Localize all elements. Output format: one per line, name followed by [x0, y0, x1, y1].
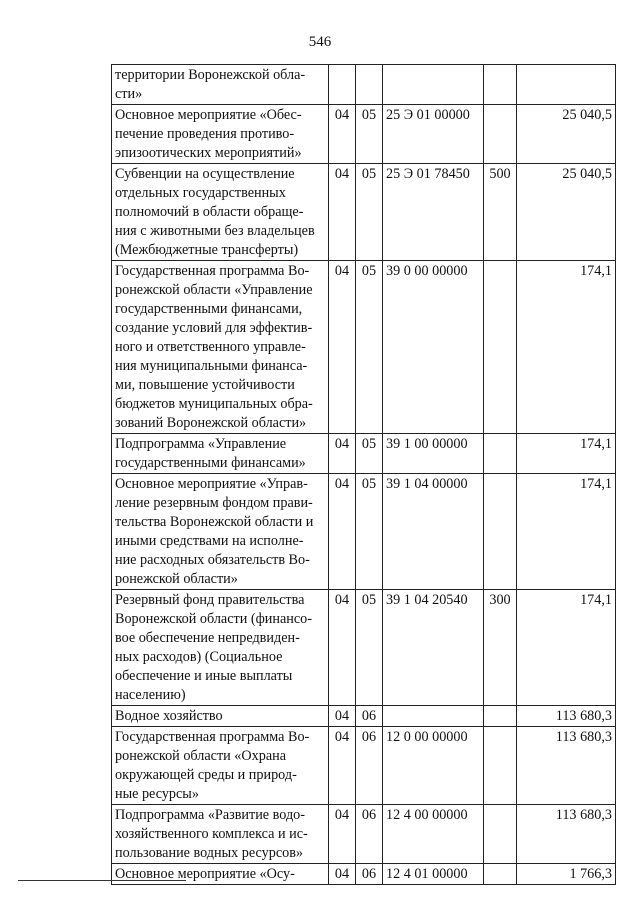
row-subsection-code: 06 [356, 706, 383, 727]
row-amount: 113 680,3 [517, 727, 616, 805]
row-subsection-code: 05 [356, 434, 383, 474]
budget-table [111, 64, 616, 885]
row-expense-type-code [484, 805, 517, 864]
table-row [112, 261, 616, 434]
row-subsection-code [356, 65, 383, 105]
row-subsection-code: 05 [356, 164, 383, 261]
footnote-divider [18, 880, 186, 881]
row-subsection-code: 05 [356, 261, 383, 434]
row-target-article-code: 39 1 04 00000 [383, 474, 484, 590]
table-row [112, 105, 616, 164]
row-subsection-code: 05 [356, 105, 383, 164]
row-name-cell: Резервный фонд правительства Воронежской области (финансо- вое обеспечение непредвиден- ных расходов) (Социальное обеспечение и иные выплаты населению) [112, 590, 329, 706]
budget-table-body [112, 65, 616, 885]
row-target-article-code: 12 4 01 00000 [383, 864, 484, 885]
row-section-code: 04 [329, 864, 356, 885]
row-target-article-code: 39 1 00 00000 [383, 434, 484, 474]
row-expense-type-code: 500 [484, 164, 517, 261]
row-target-article-code: 25 Э 01 00000 [383, 105, 484, 164]
row-target-article-code: 39 0 00 00000 [383, 261, 484, 434]
row-target-article-code: 12 4 00 00000 [383, 805, 484, 864]
row-amount: 174,1 [517, 590, 616, 706]
row-amount: 174,1 [517, 434, 616, 474]
row-expense-type-code [484, 261, 517, 434]
row-expense-type-code [484, 727, 517, 805]
row-expense-type-code [484, 706, 517, 727]
row-name-cell: Государственная программа Во- ронежской области «Управление государственными финансами, создание условий для эффектив- ного и ответственного управле- ния муниципальными финанса- ми, повышение устойчивости бюджетов муниципальных обра- зований Воронежской области» [112, 261, 329, 434]
row-subsection-code: 05 [356, 474, 383, 590]
table-row [112, 164, 616, 261]
table-row [112, 474, 616, 590]
row-name-cell: Основное мероприятие «Обес- печение проведения противо- эпизоотических мероприятий» [112, 105, 329, 164]
row-target-article-code: 25 Э 01 78450 [383, 164, 484, 261]
row-amount: 1 766,3 [517, 864, 616, 885]
row-amount: 25 040,5 [517, 105, 616, 164]
row-expense-type-code: 300 [484, 590, 517, 706]
row-section-code: 04 [329, 164, 356, 261]
row-target-article-code [383, 65, 484, 105]
row-target-article-code [383, 706, 484, 727]
row-amount: 25 040,5 [517, 164, 616, 261]
row-section-code: 04 [329, 590, 356, 706]
row-section-code: 04 [329, 105, 356, 164]
table-row [112, 805, 616, 864]
row-subsection-code: 06 [356, 864, 383, 885]
row-name-cell: Подпрограмма «Развитие водо- хозяйственного комплекса и ис- пользование водных ресурсов» [112, 805, 329, 864]
row-section-code: 04 [329, 706, 356, 727]
row-amount [517, 65, 616, 105]
table-row [112, 706, 616, 727]
table-row [112, 434, 616, 474]
table-row [112, 727, 616, 805]
row-name-cell: территории Воронежской обла- сти» [112, 65, 329, 105]
row-amount: 174,1 [517, 261, 616, 434]
row-name-cell: Подпрограмма «Управление государственными финансами» [112, 434, 329, 474]
row-name-cell: Основное мероприятие «Осу- [112, 864, 329, 885]
row-amount: 174,1 [517, 474, 616, 590]
row-expense-type-code [484, 864, 517, 885]
row-name-cell: Водное хозяйство [112, 706, 329, 727]
page-number: 546 [308, 34, 332, 50]
row-amount: 113 680,3 [517, 706, 616, 727]
table-row [112, 864, 616, 885]
row-section-code: 04 [329, 261, 356, 434]
row-name-cell: Субвенции на осуществление отдельных государственных полномочий в области обраще- ния с животными без владельцев (Межбюджетные трансферты) [112, 164, 329, 261]
row-section-code: 04 [329, 805, 356, 864]
table-row [112, 65, 616, 105]
row-expense-type-code [484, 434, 517, 474]
row-subsection-code: 05 [356, 590, 383, 706]
row-name-cell: Основное мероприятие «Управ- ление резервным фондом прави- тельства Воронежской области и иными средствами на исполне- ние расходных обязательств Во- ронежской области» [112, 474, 329, 590]
row-target-article-code: 39 1 04 20540 [383, 590, 484, 706]
row-section-code: 04 [329, 434, 356, 474]
row-subsection-code: 06 [356, 727, 383, 805]
row-expense-type-code [484, 65, 517, 105]
row-name-cell: Государственная программа Во- ронежской области «Охрана окружающей среды и природ- ные ресурсы» [112, 727, 329, 805]
row-amount: 113 680,3 [517, 805, 616, 864]
row-subsection-code: 06 [356, 805, 383, 864]
row-target-article-code: 12 0 00 00000 [383, 727, 484, 805]
row-section-code: 04 [329, 727, 356, 805]
row-expense-type-code [484, 474, 517, 590]
row-expense-type-code [484, 105, 517, 164]
row-section-code [329, 65, 356, 105]
table-row [112, 590, 616, 706]
row-section-code: 04 [329, 474, 356, 590]
